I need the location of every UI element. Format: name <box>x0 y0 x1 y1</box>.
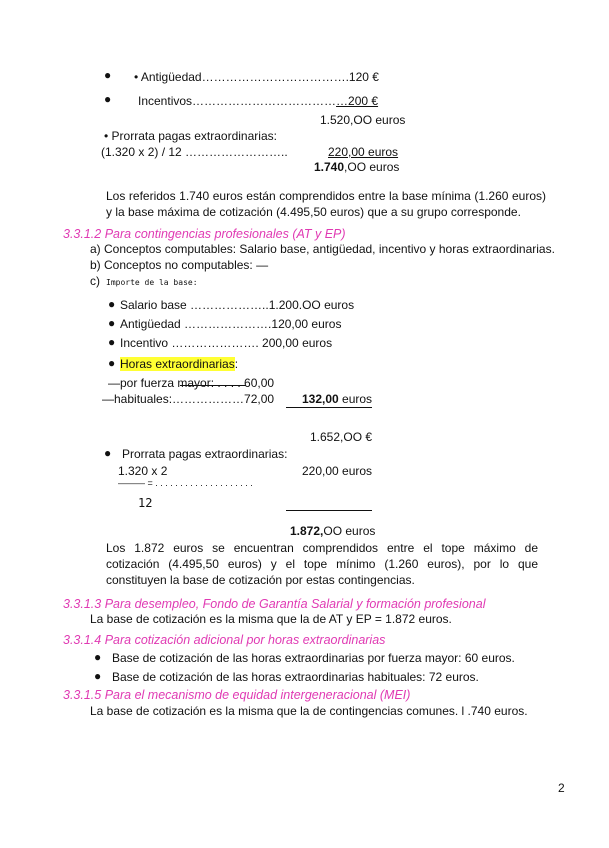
heading-3-3-1-2: 3.3.1.2 Para contingencias profesionales (AT y EP) <box>63 227 346 241</box>
total-1872: 1.872,OO euros <box>290 524 376 538</box>
bullet-dot: ● <box>104 446 112 460</box>
bullet-dot: ● <box>108 335 116 349</box>
horas-extra-label: Horas extraordinarias: <box>120 357 239 371</box>
antiguedad-line: • Antigüedad……………………………….120 € <box>134 70 379 84</box>
bullet-habituales: Base de cotización de las horas extraordinarias habituales: 72 euros. <box>112 670 479 684</box>
subtotal-1652: 1.652,OO € <box>310 430 373 444</box>
habituales-sum: 132,00 euros <box>302 392 373 406</box>
bullet-dot: ● <box>108 297 116 311</box>
item-b: b) Conceptos no computables: — <box>90 258 269 272</box>
habituales-line: —habituales:………………72,00 <box>102 392 275 406</box>
heading-3-3-1-5: 3.3.1.5 Para el mecanismo de equidad intergeneracional (MEI) <box>63 688 411 702</box>
salario-base-line: Salario base ………………..1.200.OO euros <box>120 298 355 312</box>
item-a: a) Conceptos computables: Salario base, antigüedad, incentivo y horas extraordinarias. <box>90 242 555 256</box>
strike-line <box>180 385 246 386</box>
bullet-dot: ● <box>94 669 102 683</box>
prorrata-label-2: Prorrata pagas extraordinarias: <box>122 447 288 461</box>
incentivos-line: Incentivos…………………………………200 € <box>138 94 379 108</box>
total-1740: 1.740,OO euros <box>314 160 400 174</box>
sum-rule <box>286 407 372 408</box>
incentivo-line: Incentivo …………………. 200,00 euros <box>120 336 333 350</box>
paragraph-1740: Los referidos 1.740 euros están comprendidos entre la base mínima (1.260 euros) y la base máxima de cotización (4.495,50 euros) que a su grupo corresponde. <box>106 189 546 219</box>
text-3-3-1-5: La base de cotización es la misma que la de contingencias comunes. l .740 euros. <box>90 704 528 718</box>
heading-3-3-1-3: 3.3.1.3 Para desempleo, Fondo de Garantía Salarial y formación profesional <box>63 597 486 611</box>
item-c-marker: c) <box>90 274 100 288</box>
fraction-amount: 220,00 euros <box>302 464 373 478</box>
page-number: 2 <box>558 781 565 795</box>
bullet-dot: ● <box>104 92 112 106</box>
fraction-numerator: 1.320 x 2 <box>118 464 168 478</box>
prorrata-label: • Prorrata pagas extraordinarias: <box>104 129 277 143</box>
fraction-denominator: 12 <box>138 496 153 510</box>
bullet-dot: ● <box>108 316 116 330</box>
bullet-fuerza-mayor: Base de cotización de las horas extraordinarias por fuerza mayor: 60 euros. <box>112 651 515 665</box>
prorrata-amount: 220,00 euros <box>328 145 399 159</box>
prorrata-calc: (1.320 x 2) / 12 …………………….. <box>101 145 288 159</box>
antiguedad-line-2: Antigüedad ………………….120,00 euros <box>120 317 342 331</box>
fuerza-mayor-line: —por fuerza mayor: . . . . 60,00 <box>108 376 275 390</box>
text-3-3-1-3: La base de cotización es la misma que la de AT y EP = 1.872 euros. <box>90 612 452 626</box>
subtotal-1520: 1.520,OO euros <box>320 113 406 127</box>
bullet-dot: ● <box>94 650 102 664</box>
fraction-line: ——— = . . . . . . . . . . . . . . . . . . . . <box>118 478 253 488</box>
item-c-text: Importe de la base: <box>106 278 198 287</box>
heading-3-3-1-4: 3.3.1.4 Para cotización adicional por horas extraordinarias <box>63 633 386 647</box>
bullet-dot: ● <box>104 68 112 82</box>
bullet-dot: ● <box>108 356 116 370</box>
total-rule <box>286 510 372 511</box>
paragraph-1872: Los 1.872 euros se encuentran comprendidos entre el tope máximo de cotización (4.495,50 euros) y el tope mínimo (1.260 euros), por lo que constituyen la base de cotización por estas contingencias. <box>106 541 538 587</box>
